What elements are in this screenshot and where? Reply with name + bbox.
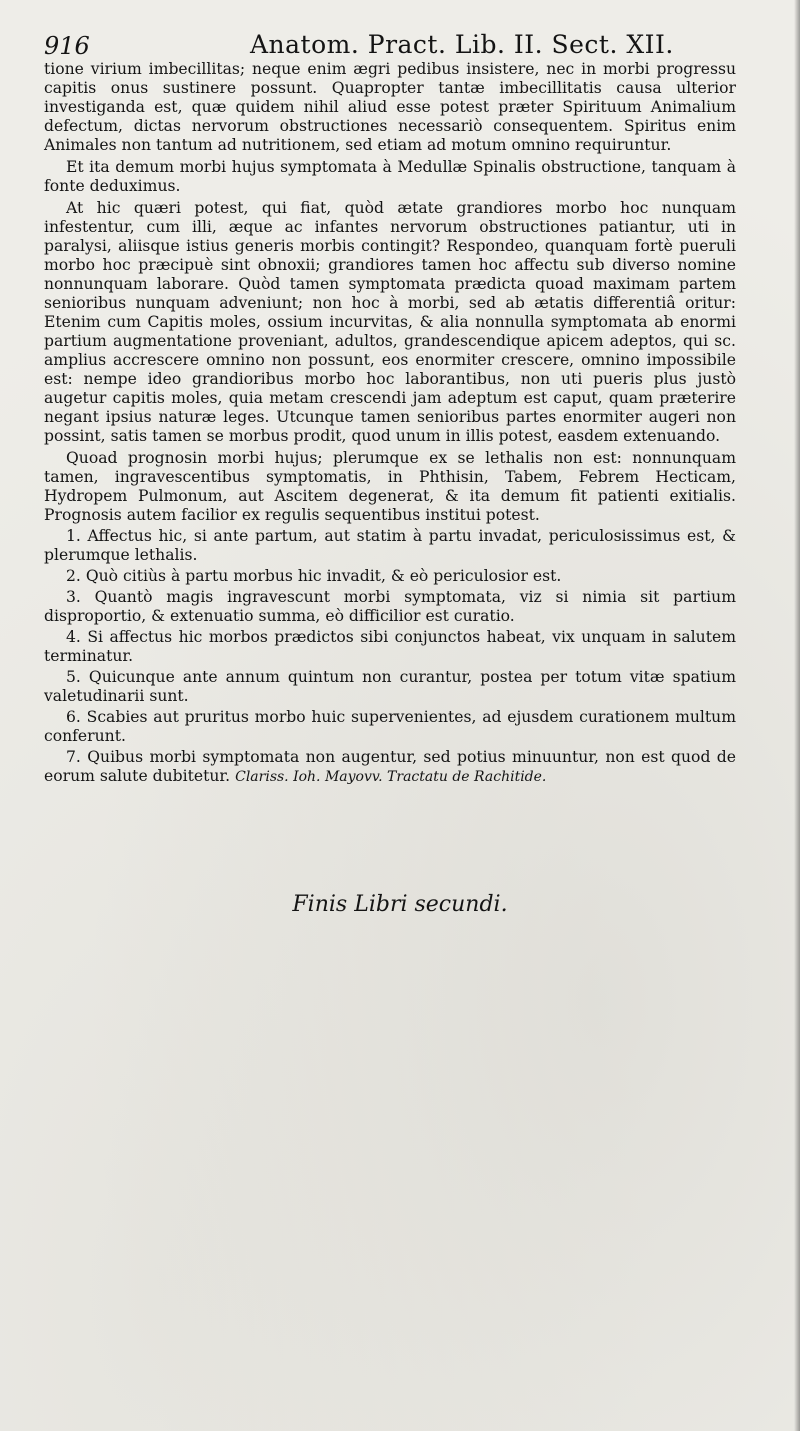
prognosis-rule: 4. Si affectus hic morbos prædictos sibi conjunctos habeat, vix unquam in salutem terminatur.: [44, 628, 736, 665]
paragraph-continuation: tione virium imbecillitas; neque enim ægri pedibus insistere, nec in morbi progressu capitis onus sustinere possunt. Quapropter tantæ imbecillitatis causa ulterior investiganda est, quæ quidem nihil aliud esse potest præter Spirituum Animalium defectum, dictas nervorum obstructiones necessariò consequentem. Spiritus enim Animales non tantum ad nutritionem, sed etiam ad motum omnino requiruntur.: [44, 60, 736, 154]
prognosis-rule: 3. Quantò magis ingravescunt morbi symptomata, viz si nimia sit partium disproportio, & extenuatio summa, eò difficilior est curatio.: [44, 588, 736, 625]
prognosis-rule: 1. Affectus hic, si ante partum, aut statim à partu invadat, periculosissimus est, & plerumque lethalis.: [44, 527, 736, 564]
colophon: Finis Libri secundi.: [292, 892, 508, 917]
page-edge-shadow: [794, 0, 800, 1431]
running-head: Anatom. Pract. Lib. II. Sect. XII.: [250, 30, 674, 59]
citation: Clariss. Ioh. Mayovv. Tractatu de Rachitide.: [235, 769, 547, 785]
paragraph: Quoad prognosin morbi hujus; plerumque ex se lethalis non est: nonnunquam tamen, ingravescentibus symptomatis, in Phthisin, Tabem, Febrem Hecticam, Hydropem Pulmonum, aut Ascitem degenerat, & ita demum fit patienti exitialis. Prognosis autem facilior ex regulis sequentibus institui potest.: [44, 449, 736, 524]
prognosis-rule-with-citation: [44, 748, 736, 787]
prognosis-rule: 6. Scabies aut pruritus morbo huic supervenientes, ad ejusdem curationem multum conferunt.: [44, 708, 736, 745]
prognosis-rule-text: 7. Quibus morbi symptomata non augentur, sed potius minuuntur, non est quod de eorum salute dubitetur.: [44, 748, 736, 785]
body-text: [44, 60, 736, 787]
prognosis-rule: 2. Quò citiùs à partu morbus hic invadit, & eò periculosior est.: [66, 567, 562, 585]
page-number: 916: [44, 32, 90, 60]
prognosis-rule: 5. Quicunque ante annum quintum non curantur, postea per totum vitæ spatium valetudinarii sunt.: [44, 668, 736, 705]
paragraph: At hic quæri potest, qui fiat, quòd ætate grandiores morbo hoc nunquam infestentur, cum illi, æque ac infantes nervorum obstructiones patiantur, uti in paralysi, aliisque istius generis morbis contingit? Respondeo, quanquam fortè pueruli morbo hoc præcipuè sint obnoxii; grandiores tamen hoc affectu sub diverso nomine nonnunquam laborare. Quòd tamen symptomata prædicta quoad maximam partem senioribus nunquam adveniunt; non hoc à morbi, sed ab ætatis differentiâ oritur: Etenim cum Capitis moles, ossium incurvitas, & alia nonnulla symptomata ab enormi partium augmentatione proveniant, adultos, grandescendique apicem adeptos, qui sc. amplius accrescere omnino non possunt, eos enormiter crescere, omnino impossibile est: nempe ideo grandioribus morbo hoc laborantibus, non uti pueris plus justò augetur capitis moles, quia metam crescendi jam adeptum est caput, quam præterire negant ipsius naturæ leges. Utcunque tamen senioribus partes enormiter augeri non possint, satis tamen se morbus prodit, quod unum in illis potest, easdem extenuando.: [44, 199, 736, 445]
paragraph: Et ita demum morbi hujus symptomata à Medullæ Spinalis obstructione, tanquam à fonte deduximus.: [44, 158, 736, 195]
